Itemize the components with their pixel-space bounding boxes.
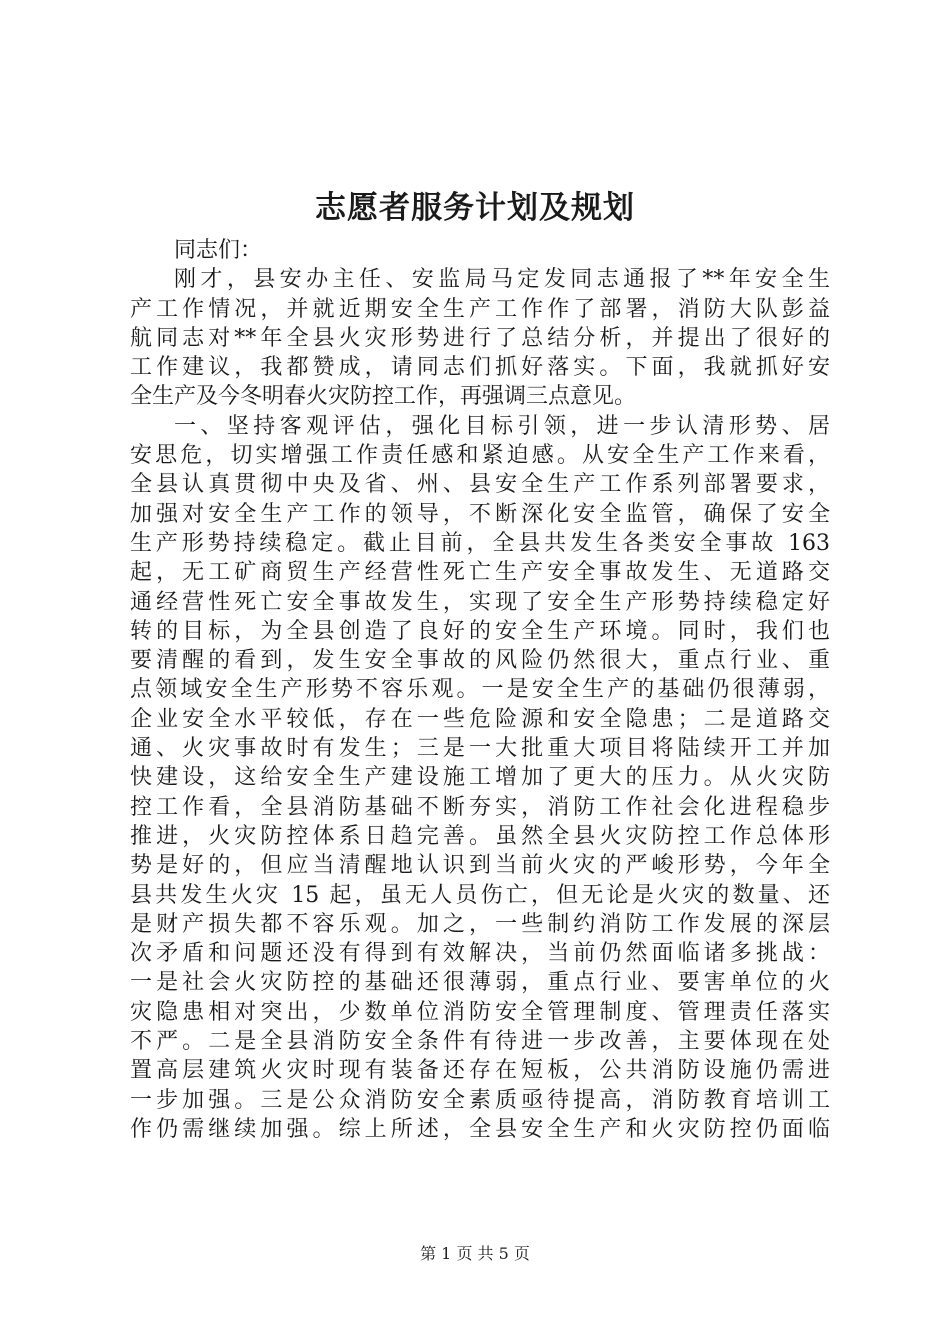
page-footer: 第 1 页 共 5 页 — [420, 1244, 530, 1263]
body-line: 同志们： — [174, 238, 263, 263]
body-line: 通经营性死亡安全事故发生，实现了安全生产形势持续稳定好 — [130, 589, 830, 615]
document-title: 志愿者服务计划及规划 — [315, 190, 635, 226]
body-line: 通、火灾事故时有发生；三是一大批重大项目将陆续开工并加 — [130, 736, 830, 762]
body-line: 加强对安全生产工作的领导，不断深化安全监管，确保了安全 — [130, 501, 830, 527]
body-line: 不严。二是全县消防安全条件有待进一步改善，主要体现在处 — [130, 1029, 830, 1055]
body-line: 工作建议，我都赞成，请同志们抓好落实。下面，我就抓好安 — [130, 355, 830, 381]
body-line: 全县认真贯彻中央及省、州、县安全生产工作系列部署要求， — [130, 472, 830, 498]
body-line: 是财产损失都不容乐观。加之，一些制约消防工作发展的深层 — [130, 911, 830, 937]
body-line: 作仍需继续加强。综上所述，全县安全生产和火灾防控仍面临 — [130, 1116, 830, 1142]
body-line: 生产形势持续稳定。截止目前，全县共发生各类安全事故 163 — [130, 530, 830, 556]
body-line: 一步加强。三是公众消防安全素质亟待提高，消防教育培训工 — [130, 1087, 830, 1113]
body-line: 点领域安全生产形势不容乐观。一是安全生产的基础仍很薄弱， — [130, 677, 830, 703]
body-line: 快建设，这给安全生产建设施工增加了更大的压力。从火灾防 — [130, 765, 830, 791]
body-line: 产工作情况，并就近期安全生产工作作了部署，消防大队彭益 — [130, 296, 830, 322]
body-line: 要清醒的看到，发生安全事故的风险仍然很大，重点行业、重 — [130, 648, 830, 674]
body-line: 一是社会火灾防控的基础还很薄弱，重点行业、要害单位的火 — [130, 970, 830, 996]
body-line: 企业安全水平较低，存在一些危险源和安全隐患；二是道路交 — [130, 706, 830, 732]
body-line: 转的目标，为全县创造了良好的安全生产环境。同时，我们也 — [130, 618, 830, 644]
document-body — [130, 236, 830, 1144]
body-line: 县共发生火灾 15 起，虽无人员伤亡，但无论是火灾的数量、还 — [130, 882, 830, 908]
body-line: 推进，火灾防控体系日趋完善。虽然全县火灾防控工作总体形 — [130, 823, 830, 849]
body-line: 全生产及今冬明春火灾防控工作，再强调三点意见。 — [130, 384, 637, 410]
body-line: 次矛盾和问题还没有得到有效解决，当前仍然面临诸多挑战： — [130, 941, 830, 967]
body-line: 安思危，切实增强工作责任感和紧迫感。从安全生产工作来看， — [130, 443, 830, 469]
body-line: 一、坚持客观评估，强化目标引领，进一步认清形势、居 — [174, 413, 830, 439]
body-line: 置高层建筑火灾时现有装备还存在短板，公共消防设施仍需进 — [130, 1058, 830, 1084]
body-line: 灾隐患相对突出，少数单位消防安全管理制度、管理责任落实 — [130, 999, 830, 1025]
body-line: 起，无工矿商贸生产经营性死亡生产安全事故发生、无道路交 — [130, 560, 830, 586]
body-line: 控工作看，全县消防基础不断夯实，消防工作社会化进程稳步 — [130, 794, 830, 820]
body-line: 刚才，县安办主任、安监局马定发同志通报了**年安全生 — [174, 267, 830, 293]
body-line: 航同志对**年全县火灾形势进行了总结分析，并提出了很好的 — [130, 325, 830, 351]
body-line: 势是好的，但应当清醒地认识到当前火灾的严峻形势，今年全 — [130, 853, 830, 879]
